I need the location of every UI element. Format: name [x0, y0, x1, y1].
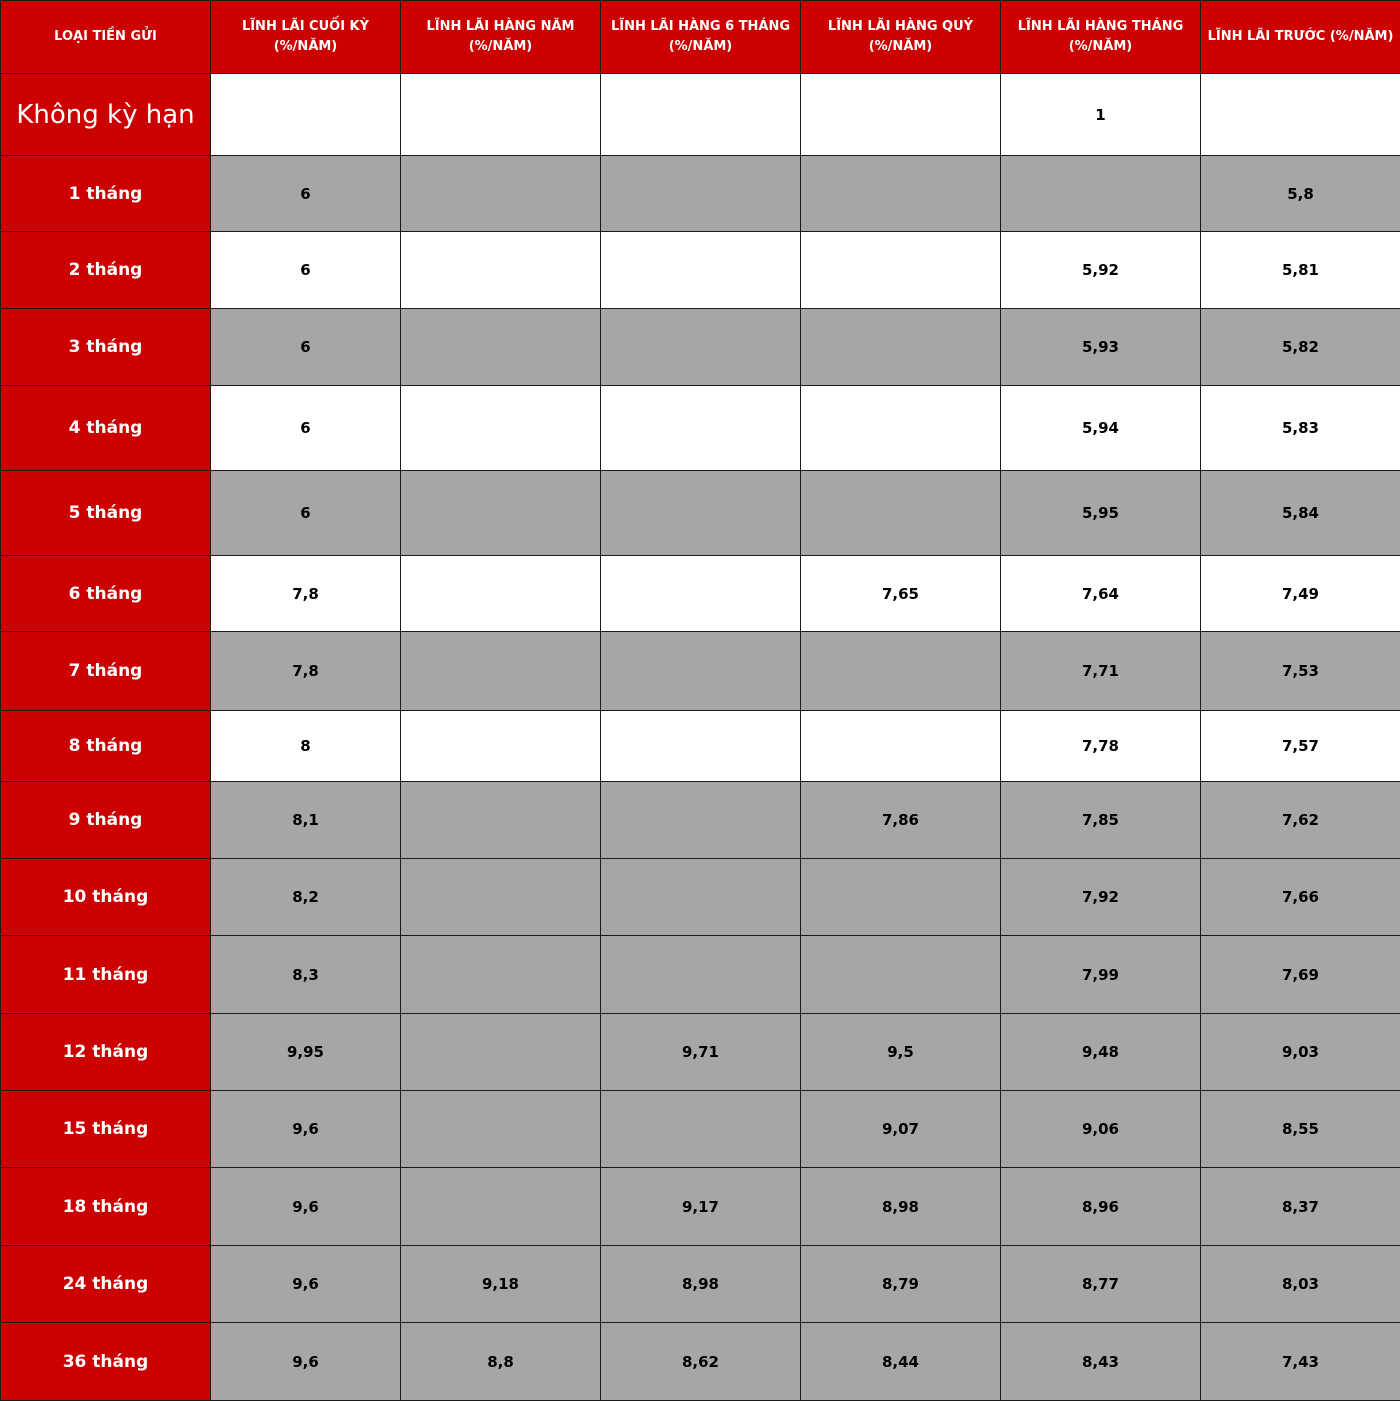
rate-cell-annual [401, 859, 601, 936]
rate-cell-annual [401, 1168, 601, 1246]
rate-cell-monthly: 7,85 [1001, 782, 1201, 859]
table-row [1, 936, 1400, 1014]
term-label: 5 tháng [1, 471, 211, 556]
rate-cell-upfront: 7,53 [1201, 632, 1400, 711]
rate-cell-end-of-term: 9,6 [211, 1091, 401, 1168]
table-row [1, 556, 1400, 632]
term-label: 36 tháng [1, 1323, 211, 1401]
rate-cell-end-of-term: 6 [211, 232, 401, 309]
term-label: 1 tháng [1, 156, 211, 232]
rate-cell-annual [401, 156, 601, 232]
rate-cell-semiannual [601, 859, 801, 936]
rate-cell-monthly: 7,71 [1001, 632, 1201, 711]
rate-cell-quarterly [801, 859, 1001, 936]
table-row [1, 632, 1400, 711]
rate-cell-semiannual [601, 1091, 801, 1168]
rate-cell-semiannual [601, 711, 801, 782]
rate-cell-monthly: 5,92 [1001, 232, 1201, 309]
table-row [1, 74, 1400, 156]
rate-cell-annual [401, 1091, 601, 1168]
table-row [1, 232, 1400, 309]
rate-cell-end-of-term: 6 [211, 386, 401, 471]
term-label: 4 tháng [1, 386, 211, 471]
rate-cell-upfront: 8,55 [1201, 1091, 1400, 1168]
rate-cell-upfront: 7,69 [1201, 936, 1400, 1014]
rate-cell-upfront: 7,57 [1201, 711, 1400, 782]
rate-cell-monthly: 5,93 [1001, 309, 1201, 386]
rate-cell-end-of-term: 7,8 [211, 556, 401, 632]
rate-cell-semiannual: 8,98 [601, 1246, 801, 1323]
rate-cell-semiannual [601, 74, 801, 156]
rate-cell-quarterly [801, 74, 1001, 156]
rate-cell-semiannual [601, 386, 801, 471]
header-deposit-type: LOẠI TIỀN GỬI [1, 1, 211, 74]
rate-cell-upfront: 7,43 [1201, 1323, 1400, 1401]
term-label: 12 tháng [1, 1014, 211, 1091]
rate-cell-quarterly: 7,65 [801, 556, 1001, 632]
rate-cell-quarterly [801, 156, 1001, 232]
table-row [1, 1246, 1400, 1323]
table-row [1, 782, 1400, 859]
rate-cell-monthly: 5,94 [1001, 386, 1201, 471]
rate-cell-semiannual [601, 232, 801, 309]
header-semiannual: LĨNH LÃI HÀNG 6 THÁNG (%/NĂM) [601, 1, 801, 74]
table-row [1, 711, 1400, 782]
table-row [1, 386, 1400, 471]
term-label: Không kỳ hạn [1, 74, 211, 156]
rate-cell-monthly: 8,77 [1001, 1246, 1201, 1323]
rate-cell-annual [401, 936, 601, 1014]
rate-cell-annual [401, 1014, 601, 1091]
rate-cell-semiannual [601, 156, 801, 232]
rate-cell-end-of-term: 6 [211, 309, 401, 386]
term-label: 8 tháng [1, 711, 211, 782]
rate-cell-end-of-term: 8,1 [211, 782, 401, 859]
rate-cell-end-of-term: 9,6 [211, 1323, 401, 1401]
rate-cell-monthly: 7,64 [1001, 556, 1201, 632]
term-label: 2 tháng [1, 232, 211, 309]
term-label: 10 tháng [1, 859, 211, 936]
rate-cell-upfront: 8,37 [1201, 1168, 1400, 1246]
rate-cell-quarterly: 8,44 [801, 1323, 1001, 1401]
rate-cell-semiannual: 9,71 [601, 1014, 801, 1091]
term-label: 6 tháng [1, 556, 211, 632]
rate-cell-end-of-term: 8,3 [211, 936, 401, 1014]
rate-cell-annual [401, 711, 601, 782]
header-quarterly: LĨNH LÃI HÀNG QUÝ (%/NĂM) [801, 1, 1001, 74]
rate-cell-monthly: 7,92 [1001, 859, 1201, 936]
table-row [1, 1323, 1400, 1401]
rate-cell-quarterly: 8,98 [801, 1168, 1001, 1246]
rate-cell-quarterly [801, 386, 1001, 471]
rate-cell-quarterly: 8,79 [801, 1246, 1001, 1323]
rate-cell-quarterly [801, 471, 1001, 556]
rate-cell-monthly: 9,48 [1001, 1014, 1201, 1091]
rate-cell-quarterly: 7,86 [801, 782, 1001, 859]
table-row [1, 1168, 1400, 1246]
header-annual: LĨNH LÃI HÀNG NĂM (%/NĂM) [401, 1, 601, 74]
rate-cell-monthly: 9,06 [1001, 1091, 1201, 1168]
rate-cell-annual [401, 386, 601, 471]
rate-cell-quarterly: 9,07 [801, 1091, 1001, 1168]
rate-cell-end-of-term: 6 [211, 471, 401, 556]
rate-cell-quarterly [801, 632, 1001, 711]
rate-table-body [1, 74, 1400, 1401]
rate-cell-monthly: 1 [1001, 74, 1201, 156]
header-row [1, 1, 1400, 74]
rate-cell-annual [401, 471, 601, 556]
table-row [1, 1091, 1400, 1168]
rate-cell-semiannual [601, 556, 801, 632]
rate-cell-quarterly [801, 936, 1001, 1014]
header-monthly: LĨNH LÃI HÀNG THÁNG (%/NĂM) [1001, 1, 1201, 74]
rate-cell-end-of-term: 9,6 [211, 1168, 401, 1246]
term-label: 7 tháng [1, 632, 211, 711]
rate-cell-upfront: 5,8 [1201, 156, 1400, 232]
rate-cell-annual: 8,8 [401, 1323, 601, 1401]
rate-cell-end-of-term: 7,8 [211, 632, 401, 711]
rate-cell-quarterly [801, 711, 1001, 782]
rate-cell-semiannual [601, 936, 801, 1014]
rate-cell-annual: 9,18 [401, 1246, 601, 1323]
term-label: 18 tháng [1, 1168, 211, 1246]
rate-cell-upfront: 7,66 [1201, 859, 1400, 936]
rate-cell-annual [401, 74, 601, 156]
rate-cell-monthly: 8,43 [1001, 1323, 1201, 1401]
header-end-of-term: LĨNH LÃI CUỐI KỲ (%/NĂM) [211, 1, 401, 74]
rate-cell-upfront: 7,62 [1201, 782, 1400, 859]
rate-cell-upfront: 5,84 [1201, 471, 1400, 556]
table-row [1, 1014, 1400, 1091]
term-label: 11 tháng [1, 936, 211, 1014]
rate-cell-semiannual [601, 782, 801, 859]
rate-cell-semiannual: 8,62 [601, 1323, 801, 1401]
rate-cell-semiannual [601, 632, 801, 711]
rate-cell-monthly: 8,96 [1001, 1168, 1201, 1246]
rate-cell-monthly: 7,78 [1001, 711, 1201, 782]
rate-cell-upfront: 8,03 [1201, 1246, 1400, 1323]
table-row [1, 859, 1400, 936]
rate-cell-end-of-term: 9,6 [211, 1246, 401, 1323]
rate-cell-end-of-term [211, 74, 401, 156]
term-label: 15 tháng [1, 1091, 211, 1168]
rate-cell-quarterly: 9,5 [801, 1014, 1001, 1091]
rate-cell-upfront: 5,82 [1201, 309, 1400, 386]
term-label: 9 tháng [1, 782, 211, 859]
rate-cell-monthly: 7,99 [1001, 936, 1201, 1014]
rate-cell-annual [401, 782, 601, 859]
rate-cell-quarterly [801, 309, 1001, 386]
rate-cell-annual [401, 556, 601, 632]
rate-cell-upfront [1201, 74, 1400, 156]
rate-cell-annual [401, 232, 601, 309]
rate-cell-quarterly [801, 232, 1001, 309]
table-row [1, 309, 1400, 386]
rate-cell-semiannual: 9,17 [601, 1168, 801, 1246]
table-row [1, 156, 1400, 232]
term-label: 24 tháng [1, 1246, 211, 1323]
rate-cell-upfront: 7,49 [1201, 556, 1400, 632]
rate-cell-end-of-term: 8 [211, 711, 401, 782]
rate-cell-semiannual [601, 471, 801, 556]
header-upfront: LĨNH LÃI TRƯỚC (%/NĂM) [1201, 1, 1400, 74]
rate-cell-semiannual [601, 309, 801, 386]
rate-cell-monthly: 5,95 [1001, 471, 1201, 556]
rate-cell-end-of-term: 6 [211, 156, 401, 232]
table-row [1, 471, 1400, 556]
rate-cell-upfront: 5,81 [1201, 232, 1400, 309]
rate-cell-end-of-term: 8,2 [211, 859, 401, 936]
rate-cell-end-of-term: 9,95 [211, 1014, 401, 1091]
rate-cell-upfront: 9,03 [1201, 1014, 1400, 1091]
rate-cell-annual [401, 632, 601, 711]
term-label: 3 tháng [1, 309, 211, 386]
rate-cell-monthly [1001, 156, 1201, 232]
rate-cell-upfront: 5,83 [1201, 386, 1400, 471]
rate-cell-annual [401, 309, 601, 386]
